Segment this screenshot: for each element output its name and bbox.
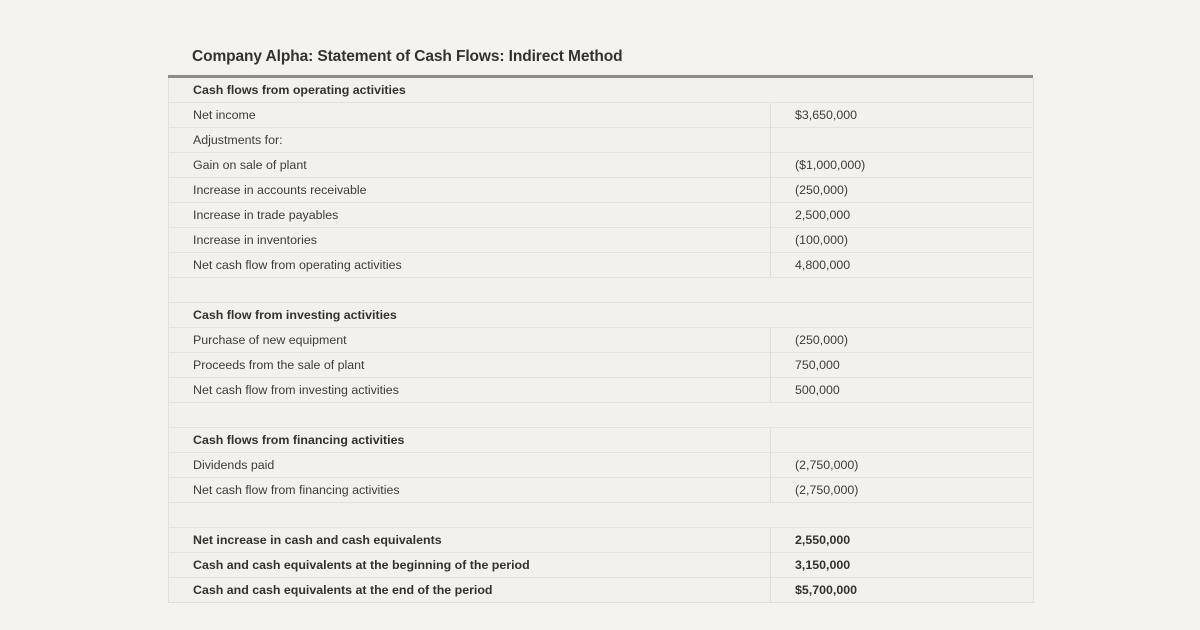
row-label xyxy=(169,403,771,428)
spacer-row xyxy=(169,278,1034,303)
total-row xyxy=(169,578,1034,603)
row-value: ($1,000,000) xyxy=(771,153,1034,178)
table-row xyxy=(169,203,1034,228)
total-row xyxy=(169,528,1034,553)
table-row xyxy=(169,128,1034,153)
row-label: Cash and cash equivalents at the beginning of the period xyxy=(169,553,771,578)
row-value xyxy=(771,78,1034,103)
row-label: Cash flow from investing activities xyxy=(169,303,771,328)
row-value: (250,000) xyxy=(771,178,1034,203)
row-label: Net cash flow from operating activities xyxy=(169,253,771,278)
row-label: Net cash flow from financing activities xyxy=(169,478,771,503)
row-value xyxy=(771,428,1034,453)
row-label: Net income xyxy=(169,103,771,128)
table-row xyxy=(169,478,1034,503)
table-row xyxy=(169,328,1034,353)
table-row xyxy=(169,378,1034,403)
row-label: Increase in trade payables xyxy=(169,203,771,228)
table-row xyxy=(169,353,1034,378)
spacer-row xyxy=(169,403,1034,428)
table-row xyxy=(169,103,1034,128)
row-value xyxy=(771,403,1034,428)
row-value: (250,000) xyxy=(771,328,1034,353)
section-header-row xyxy=(169,428,1034,453)
section-header-row xyxy=(169,303,1034,328)
table-row xyxy=(169,228,1034,253)
row-value: 2,550,000 xyxy=(771,528,1034,553)
row-value xyxy=(771,303,1034,328)
row-label: Purchase of new equipment xyxy=(169,328,771,353)
row-label: Cash flows from financing activities xyxy=(169,428,771,453)
row-label: Dividends paid xyxy=(169,453,771,478)
cash-flow-statement-container xyxy=(168,75,1033,603)
row-value: 2,500,000 xyxy=(771,203,1034,228)
row-value: (2,750,000) xyxy=(771,453,1034,478)
row-value: 500,000 xyxy=(771,378,1034,403)
row-label: Cash and cash equivalents at the end of the period xyxy=(169,578,771,603)
row-value: 3,150,000 xyxy=(771,553,1034,578)
table-row xyxy=(169,453,1034,478)
row-value: (2,750,000) xyxy=(771,478,1034,503)
table-row xyxy=(169,178,1034,203)
row-value: 4,800,000 xyxy=(771,253,1034,278)
row-value xyxy=(771,128,1034,153)
total-row xyxy=(169,553,1034,578)
table-row xyxy=(169,253,1034,278)
row-value: $3,650,000 xyxy=(771,103,1034,128)
section-header-row xyxy=(169,78,1034,103)
row-label: Net increase in cash and cash equivalents xyxy=(169,528,771,553)
cash-flow-table-body xyxy=(169,78,1034,603)
row-label xyxy=(169,503,771,528)
row-label: Net cash flow from investing activities xyxy=(169,378,771,403)
row-label: Proceeds from the sale of plant xyxy=(169,353,771,378)
row-value xyxy=(771,278,1034,303)
row-label: Increase in inventories xyxy=(169,228,771,253)
row-label: Cash flows from operating activities xyxy=(169,78,771,103)
row-value xyxy=(771,503,1034,528)
row-value: $5,700,000 xyxy=(771,578,1034,603)
row-label: Increase in accounts receivable xyxy=(169,178,771,203)
row-label xyxy=(169,278,771,303)
row-value: 750,000 xyxy=(771,353,1034,378)
row-value: (100,000) xyxy=(771,228,1034,253)
spacer-row xyxy=(169,503,1034,528)
row-label: Adjustments for: xyxy=(169,128,771,153)
cash-flow-table xyxy=(168,78,1034,603)
row-label: Gain on sale of plant xyxy=(169,153,771,178)
page-title: Company Alpha: Statement of Cash Flows: Indirect Method xyxy=(192,48,623,65)
table-row xyxy=(169,153,1034,178)
